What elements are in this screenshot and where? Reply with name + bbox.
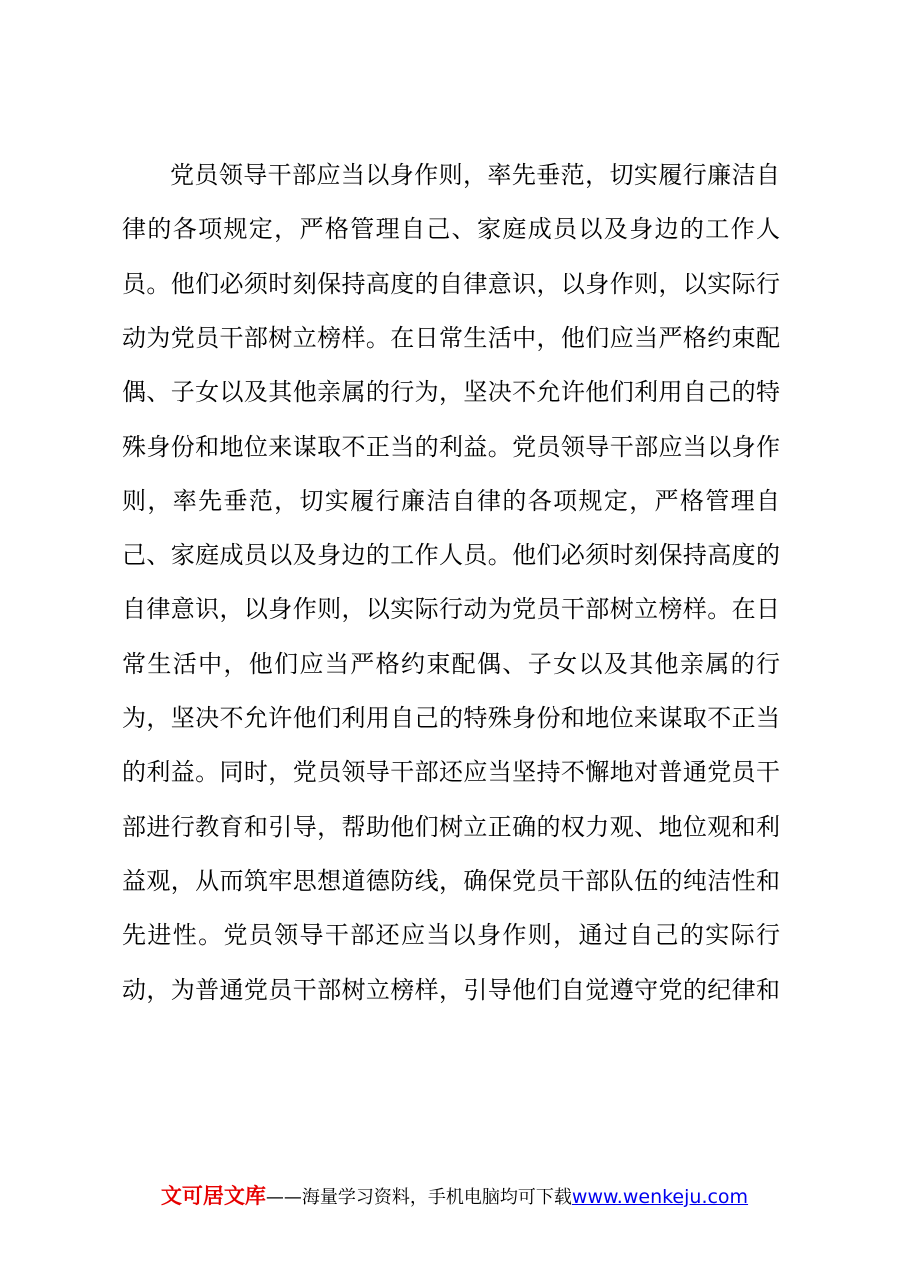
paragraph-line: 常生活中，他们应当严格约束配偶、子女以及其他亲属的行 bbox=[122, 650, 782, 678]
footer bbox=[0, 1181, 909, 1213]
footer-brand: 文可居文库 bbox=[160, 1184, 266, 1208]
paragraph-line: 则，率先垂范，切实履行廉洁自律的各项规定，严格管理自 bbox=[122, 487, 782, 515]
paragraph-line: 党员领导干部应当以身作则，率先垂范，切实履行廉洁自 bbox=[170, 161, 781, 189]
paragraph-line: 的利益。同时，党员领导干部还应当坚持不懈地对普通党员干 bbox=[122, 758, 781, 786]
paragraph-line: 动为党员干部树立榜样。在日常生活中，他们应当严格约束配 bbox=[122, 324, 781, 352]
paragraph-line: 偶、子女以及其他亲属的行为，坚决不允许他们利用自己的特 bbox=[122, 378, 781, 406]
footer-link[interactable]: www.wenkeju.com bbox=[571, 1186, 749, 1208]
paragraph-line: 己、家庭成员以及身边的工作人员。他们必须时刻保持高度的 bbox=[122, 541, 781, 569]
paragraph-line: 动，为普通党员干部树立榜样，引导他们自觉遵守党的纪律和 bbox=[122, 976, 781, 1004]
paragraph-line: 律的各项规定，严格管理自己、家庭成员以及身边的工作人 bbox=[122, 215, 782, 243]
paragraph-line: 殊身份和地位来谋取不正当的利益。党员领导干部应当以身作 bbox=[122, 433, 781, 461]
paragraph-line: 先进性。党员领导干部还应当以身作则，通过自己的实际行 bbox=[122, 921, 782, 949]
paragraph-line: 部进行教育和引导，帮助他们树立正确的权力观、地位观和利 bbox=[122, 813, 781, 841]
paragraph-line: 自律意识，以身作则，以实际行动为党员干部树立榜样。在日 bbox=[122, 595, 781, 623]
paragraph-line: 为，坚决不允许他们利用自己的特殊身份和地位来谋取不正当 bbox=[122, 704, 781, 732]
footer-tagline: ——海量学习资料，手机电脑均可下载 bbox=[265, 1187, 572, 1208]
paragraph-line: 员。他们必须时刻保持高度的自律意识，以身作则，以实际行 bbox=[122, 270, 781, 298]
paragraph-line: 益观，从而筑牢思想道德防线，确保党员干部队伍的纯洁性和 bbox=[122, 867, 781, 895]
